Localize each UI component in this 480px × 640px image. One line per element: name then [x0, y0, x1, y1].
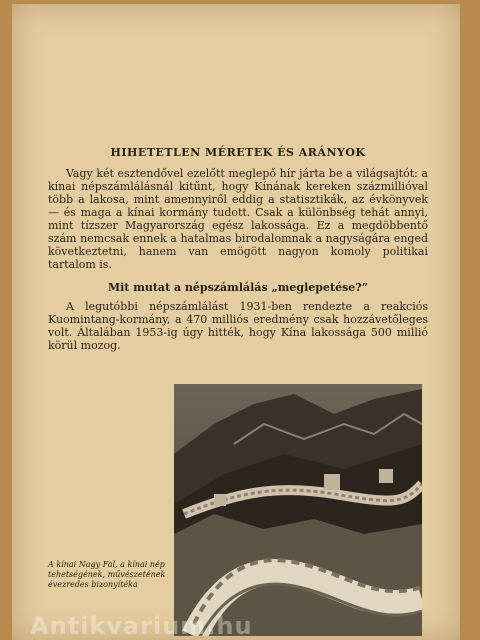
article-subheading: Mit mutat a népszámlálás „meglepetése?” — [107, 281, 369, 294]
great-wall-photo — [174, 384, 422, 636]
article — [48, 146, 428, 352]
article-paragraph-2: A legutóbbi népszámlálást 1931-ben rendezte a reakciós Kuomintang-kormány, a 470 milliós eredmény csak hozzávetőleges volt. Általában 1953-ig úgy hitték, hogy Kína lakossága 500 millió körül mozog. — [48, 300, 428, 352]
watermark: Antikvarium.hu — [30, 612, 253, 640]
article-paragraph-1: Vagy két esztendővel ezelőtt meglepő hír járta be a világsajtót: a kínai népszámlálásnál kitűnt, hogy Kínának kereken százmillióval több a lakosa, mint amennyiről eddig a statisztikák, az évkönyvek — és maga a kínai kormány tudott. Csak a különbség tehát annyi, mint tízszer Magyarország egész lakossága. Ez a megdöbbentő szám nemcsak ennek a hatalmas birodalomnak a nagyságára enged következtetni, hanem van emögött nagyon komoly politikai tartalom is. — [48, 167, 428, 271]
article-heading: HIHETETLEN MÉRETEK ÉS ARÁNYOK — [110, 146, 366, 159]
photo-caption: A kínai Nagy Fal, a kínai nép tehetségének, művészetének évezredes bizonyítéka — [48, 560, 166, 589]
